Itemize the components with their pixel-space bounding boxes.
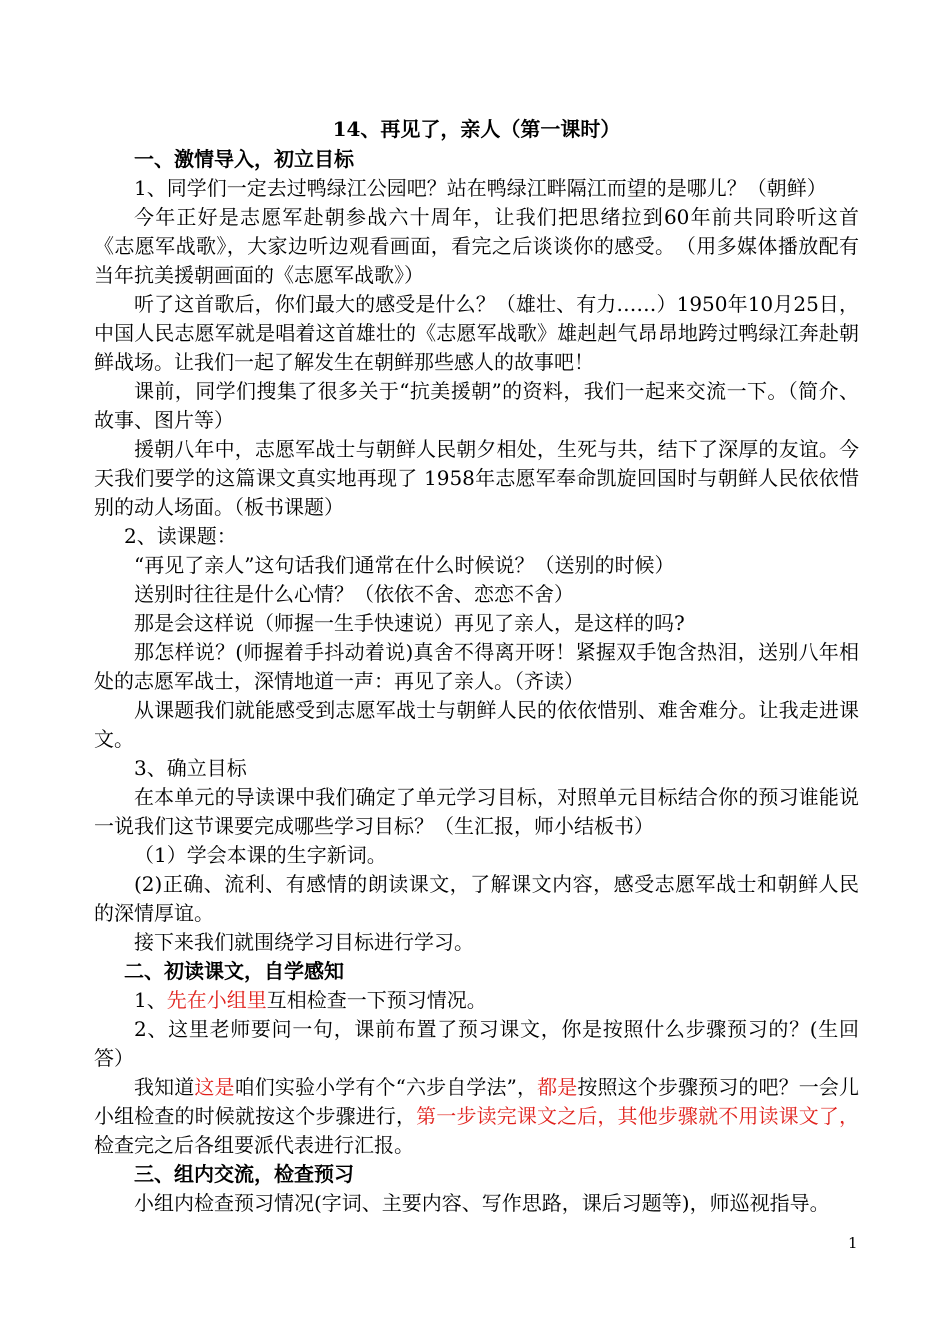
paragraph: 送别时往往是什么心情？（依依不舍、恋恋不舍） <box>134 582 574 606</box>
paragraph: 2、这里老师要问一句，课前布置了预习课文，你是按照什么步骤预习的？(生回答） <box>94 1017 859 1070</box>
paragraph: 听了这首歌后，你们最大的感受是什么？（雄壮、有力……）1950年10月25日，中国人民志愿军就是唱着这首雄壮的《志愿军战歌》雄赳赳气昂昂地跨过鸭绿江奔赴朝鲜战场。让我们一起了解发生在朝鲜那些感人的故事吧！ <box>94 292 859 374</box>
paragraph: 今年正好是志愿军赴朝参战六十周年，让我们把思绪拉到60年前共同聆听这首《志愿军战歌》，大家边听边观看画面，看完之后谈谈你的感受。 （用多媒体播放配有当年抗美援朝画面的《志愿军战歌》） <box>94 205 859 287</box>
paragraph <box>94 986 859 1015</box>
paragraph: （1）学会本课的生字新词。 <box>134 843 387 867</box>
paragraph <box>94 1073 859 1160</box>
paragraph: 1、同学们一定去过鸭绿江公园吧？站在鸭绿江畔隔江而望的是哪儿？（朝鲜） <box>134 176 827 200</box>
text-run: 1、 <box>134 988 167 1012</box>
lesson-title: 14、再见了，亲人（第一课时） <box>332 117 621 141</box>
highlighted-text: 都是 <box>537 1075 578 1099</box>
paragraph: 援朝八年中，志愿军战士与朝鲜人民朝夕相处，生死与共，结下了深厚的友谊。今天我们要学的这篇课文真实地再现了 1958年志愿军奉命凯旋回国时与朝鲜人民依依惜别的动人场面。（板书课题） <box>94 437 859 519</box>
text-run: 咱们实验小学有个“六步自学法”， <box>234 1075 538 1099</box>
section-heading-1: 一、激情导入，初立目标 <box>134 147 354 171</box>
paragraph: 2、读课题： <box>124 524 237 548</box>
section-heading-2: 二、初读课文，自学感知 <box>124 959 344 983</box>
paragraph: 课前，同学们搜集了很多关于“抗美援朝”的资料，我们一起来交流一下。（简介、故事、图片等） <box>94 379 859 432</box>
highlighted-text: 先在小组里 <box>166 988 267 1012</box>
highlighted-text: 这是 <box>194 1075 235 1099</box>
paragraph: 那是会这样说（师握一生手快速说）再见了亲人，是这样的吗? <box>134 611 685 635</box>
paragraph: 从课题我们就能感受到志愿军战士与朝鲜人民的依依惜别、难舍难分。让我走进课文。 <box>94 698 859 751</box>
paragraph: “再见了亲人”这句话我们通常在什么时候说？（送别的时候） <box>134 553 675 577</box>
text-run: 我知道 <box>134 1075 195 1099</box>
paragraph: 小组内检查预习情况(字词、主要内容、写作思路，课后习题等)，师巡视指导。 <box>134 1191 830 1215</box>
text-run: 检查完之后各组要派代表进行汇报。 <box>94 1133 414 1157</box>
section-heading-3: 三、组内交流，检查预习 <box>134 1162 354 1186</box>
text-run: 互相检查一下预习情况。 <box>266 988 487 1012</box>
paragraph: 那怎样说？(师握着手抖动着说)真舍不得离开呀！紧握双手饱含热泪，送别八年相处的志愿军战士，深情地道一声：再见了亲人。（齐读） <box>94 640 859 693</box>
paragraph: (2)正确、流利、有感情的朗读课文，了解课文内容，感受志愿军战士和朝鲜人民的深情厚谊。 <box>94 872 859 925</box>
text-run: 按照这个步骤预习的吧？一会儿小组检查的时候就按这个步骤进行， <box>94 1075 860 1128</box>
page-number: 1 <box>848 1234 858 1252</box>
paragraph: 接下来我们就围绕学习目标进行学习。 <box>134 930 474 954</box>
paragraph: 在本单元的导读课中我们确定了单元学习目标，对照单元目标结合你的预习谁能说一说我们这节课要完成哪些学习目标？（生汇报，师小结板书） <box>94 785 859 838</box>
paragraph: 3、确立目标 <box>134 756 247 780</box>
highlighted-text: 第一步读完课文之后，其他步骤就不用读课文了， <box>416 1104 860 1128</box>
document-page <box>94 115 859 1218</box>
